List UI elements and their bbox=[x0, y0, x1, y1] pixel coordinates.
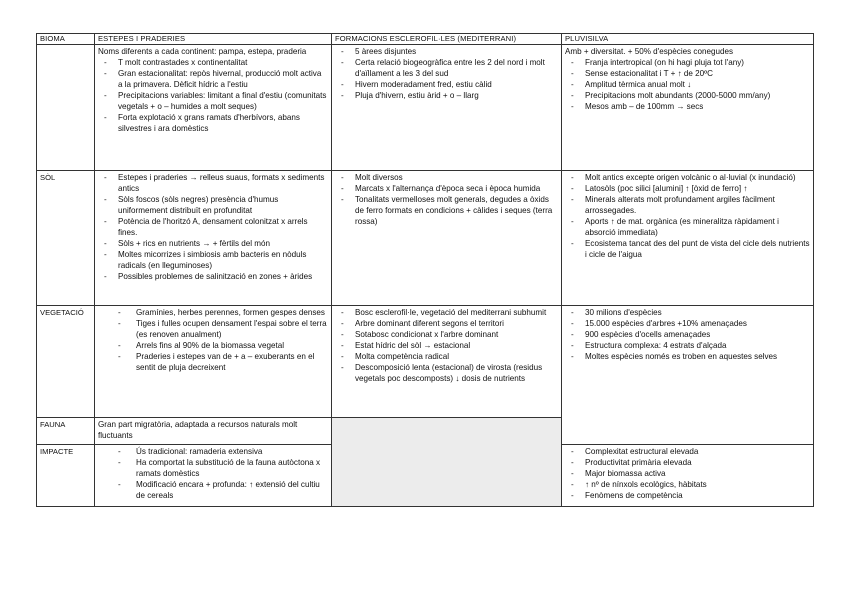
list-item: - Precipitacions molt abundants (2000-5000 mm/any) bbox=[565, 90, 810, 101]
list-item: - Molt antics excepte origen volcànic o al·luvial (x inundació) bbox=[565, 172, 810, 183]
list-item: - T molt contrastades x continentalitat bbox=[98, 57, 328, 68]
list-item: - Sòls + rics en nutrients → + fèrtils del món bbox=[98, 238, 328, 249]
header-formacions: FORMACIONS ESCLEROFIL·LES (MEDITERRANI) bbox=[332, 34, 562, 45]
list-item: - Estepes i praderies → relleus suaus, formats x sediments antics bbox=[98, 172, 328, 194]
list-item: - Gramínies, herbes perennes, formen gespes denses bbox=[98, 307, 328, 318]
cell-clima-formacions bbox=[332, 45, 562, 171]
list-item: - Modificació encara + profunda: ↑ extensió del cultiu de cereals bbox=[98, 479, 328, 501]
cell-vegetacio-formacions bbox=[332, 306, 562, 418]
bullet-list bbox=[335, 46, 558, 101]
bullet-list bbox=[335, 172, 558, 227]
list-item: - Estructura complexa: 4 estrats d'alçada bbox=[565, 340, 810, 351]
header-bioma: BIOMA bbox=[37, 34, 95, 45]
row-label-sol: SÒL bbox=[37, 171, 95, 306]
list-item: - Hivern moderadament fred, estiu càlid bbox=[335, 79, 558, 90]
header-pluvisilva: PLUVISILVA bbox=[562, 34, 814, 45]
list-item: - Gran estacionalitat: repòs hivernal, producció molt activa a la primavera. Dèficit hídric a l'estiu bbox=[98, 68, 328, 90]
bullet-list bbox=[98, 57, 328, 134]
cell-sol-estepes bbox=[95, 171, 332, 306]
list-item: - Sòls foscos (sòls negres) presència d'humus uniformement distribuït en profunditat bbox=[98, 194, 328, 216]
list-item: - Possibles problemes de salinització en zones + àrides bbox=[98, 271, 328, 282]
list-item: - Major biomassa activa bbox=[565, 468, 810, 479]
cell-sol-formacions bbox=[332, 171, 562, 306]
table-row-sol bbox=[37, 171, 814, 306]
list-item: - Aports ↑ de mat. orgànica (es mineralitza ràpidament i absorció immediata) bbox=[565, 216, 810, 238]
list-item: - Forta explotació x grans ramats d'herbívors, abans silvestres i ara domèstics bbox=[98, 112, 328, 134]
list-item: - Certa relació biogeogràfica entre les 2 del nord i molt d'aïllament a les 3 del sud bbox=[335, 57, 558, 79]
list-item: - Complexitat estructural elevada bbox=[565, 446, 810, 457]
cell-intro: Gran part migratòria, adaptada a recursos naturals molt fluctuants bbox=[98, 420, 298, 440]
list-item: - Precipitacions variables: limitant a final d'estiu (comunitats vegetals + o – humides a molt seques) bbox=[98, 90, 328, 112]
list-item: - Praderies i estepes van de + a – exuberants en el sentit de pluja decreixent bbox=[98, 351, 328, 373]
list-item: - 900 espècies d'ocells amenaçades bbox=[565, 329, 810, 340]
cell-impacte-pluvisilva bbox=[562, 445, 814, 507]
list-item: - Amplitud tèrmica anual molt ↓ bbox=[565, 79, 810, 90]
bullet-list bbox=[565, 57, 810, 112]
list-item: - Moltes espècies només es troben en aquestes selves bbox=[565, 351, 810, 362]
list-item: - Ha comportat la substitució de la fauna autòctona x ramats domèstics bbox=[98, 457, 328, 479]
list-item: - Descomposició lenta (estacional) de virosta (residus vegetals poc descomposts) ↓ dosis de nutrients bbox=[335, 362, 558, 384]
bullet-list bbox=[335, 307, 558, 384]
list-item: - Sotabosc condicionat x l'arbre dominant bbox=[335, 329, 558, 340]
list-item: - Molt diversos bbox=[335, 172, 558, 183]
list-item: - Minerals alterats molt profundament argiles fàcilment arrossegades. bbox=[565, 194, 810, 216]
list-item: - Arbre dominant diferent segons el territori bbox=[335, 318, 558, 329]
list-item: - 15.000 espècies d'arbres +10% amenaçades bbox=[565, 318, 810, 329]
cell-vegetacio-pluvisilva bbox=[562, 306, 814, 445]
list-item: - Molta competència radical bbox=[335, 351, 558, 362]
cell-clima-estepes bbox=[95, 45, 332, 171]
cell-impacte-estepes bbox=[95, 445, 332, 507]
list-item: - 5 àrees disjuntes bbox=[335, 46, 558, 57]
list-item: - Ecosistema tancat des del punt de vista del cicle dels nutrients i cicle de l'aigua bbox=[565, 238, 810, 260]
list-item: - Estat hídric del sòl → estacional bbox=[335, 340, 558, 351]
list-item: - Sense estacionalitat i T + ↑ de 20ºC bbox=[565, 68, 810, 79]
list-item: - 30 milions d'espècies bbox=[565, 307, 810, 318]
bullet-list bbox=[565, 172, 810, 260]
row-label-vegetacio: VEGETACIÓ bbox=[37, 306, 95, 418]
cell-empty-shaded bbox=[332, 418, 562, 507]
biome-comparison-table bbox=[36, 33, 814, 507]
list-item: - Potència de l'horitzó A, densament colonitzat x arrels fines. bbox=[98, 216, 328, 238]
bullet-list bbox=[565, 307, 810, 362]
bullet-list bbox=[98, 172, 328, 282]
list-item: - ↑ nº de nínxols ecològics, hàbitats bbox=[565, 479, 810, 490]
bullet-list bbox=[98, 446, 328, 501]
bullet-list bbox=[565, 446, 810, 501]
list-item: - Moltes micorrizes i simbiosis amb bacteris en nòduls radicals (en lleguminoses) bbox=[98, 249, 328, 271]
row-label-fauna: FAUNA bbox=[37, 418, 95, 445]
list-item: - Tiges i fulles ocupen densament l'espai sobre el terra (es renoven anualment) bbox=[98, 318, 328, 340]
list-item: - Mesos amb – de 100mm → secs bbox=[565, 101, 810, 112]
table-row-clima bbox=[37, 45, 814, 171]
cell-intro: Amb + diversitat. + 50% d'espècies conegudes bbox=[565, 47, 734, 56]
table-header-row bbox=[37, 34, 814, 45]
cell-sol-pluvisilva bbox=[562, 171, 814, 306]
list-item: - Franja intertropical (on hi hagi pluja tot l'any) bbox=[565, 57, 810, 68]
list-item: - Bosc esclerofil·le, vegetació del mediterrani subhumit bbox=[335, 307, 558, 318]
cell-intro: Noms diferents a cada continent: pampa, estepa, praderia bbox=[98, 47, 307, 56]
cell-vegetacio-estepes bbox=[95, 306, 332, 418]
list-item: - Productivitat primària elevada bbox=[565, 457, 810, 468]
cell-clima-pluvisilva bbox=[562, 45, 814, 171]
table-row-vegetacio bbox=[37, 306, 814, 418]
list-item: - Marcats x l'alternança d'època seca i època humida bbox=[335, 183, 558, 194]
list-item: - Ús tradicional: ramaderia extensiva bbox=[98, 446, 328, 457]
header-estepes: ESTEPES I PRADERIES bbox=[95, 34, 332, 45]
list-item: - Arrels fins al 90% de la biomassa vegetal bbox=[98, 340, 328, 351]
cell-fauna-estepes bbox=[95, 418, 332, 445]
list-item: - Fenòmens de competència bbox=[565, 490, 810, 501]
list-item: - Tonalitats vermelloses molt generals, degudes a òxids de ferro formats en condicions + càlides i seques (terra rossa) bbox=[335, 194, 558, 227]
list-item: - Latosòls (poc silici [alumini] ↑ [òxid de ferro] ↑ bbox=[565, 183, 810, 194]
row-label-impacte: IMPACTE bbox=[37, 445, 95, 507]
list-item: - Pluja d'hivern, estiu àrid + o – llarg bbox=[335, 90, 558, 101]
bullet-list bbox=[98, 307, 328, 373]
row-label-clima bbox=[37, 45, 95, 171]
